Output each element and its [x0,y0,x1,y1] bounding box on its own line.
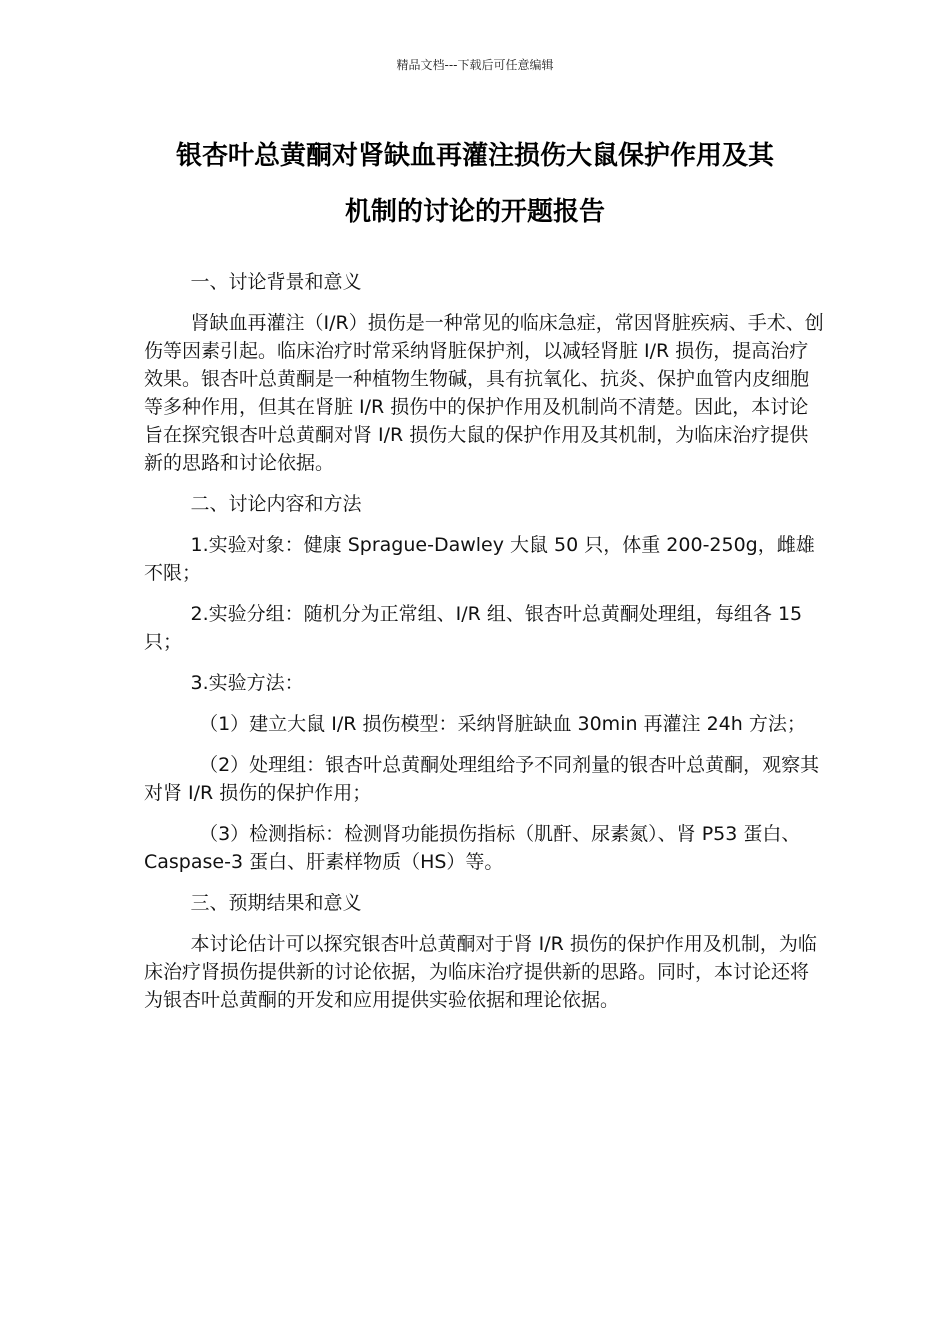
paragraph-background: 肾缺血再灌注（I/R）损伤是一种常见的临床急症，常因肾脏疾病、手术、创伤等因素引起。临床治疗时常采纳肾脏保护剂，以减轻肾脏 I/R 损伤，提高治疗效果。银杏叶总黄酮是一种植物生物碱，具有抗氧化、抗炎、保护血管内皮细胞等多种作用，但其在肾脏 I/R 损伤中的保护作用及机制尚不清楚。因此，本讨论旨在探究银杏叶总黄酮对肾 I/R 损伤大鼠的保护作用及其机制，为临床治疗提供新的思路和讨论依据。 [144,312,824,474]
list-item-methods: 3.实验方法： [190,672,304,694]
method-item-indicators: （3）检测指标：检测肾功能损伤指标（肌酐、尿素氮）、肾 P53 蛋白、Caspase-3 蛋白、肝素样物质（HS）等。 [144,823,801,873]
list-item-grouping: 2.实验分组：随机分为正常组、I/R 组、银杏叶总黄酮处理组，每组各 15 只； [144,603,803,653]
method-item-model: （1）建立大鼠 I/R 损伤模型：采纳肾脏缺血 30min 再灌注 24h 方法； [199,713,806,735]
document-title [140,128,810,240]
section-heading-background: 一、讨论背景和意义 [190,271,362,293]
document-body [144,268,824,1027]
paragraph-results: 本讨论估计可以探究银杏叶总黄酮对于肾 I/R 损伤的保护作用及机制，为临床治疗肾损伤提供新的讨论依据，为临床治疗提供新的思路。同时，本讨论还将为银杏叶总黄酮的开发和应用提供实验依据和理论依据。 [144,933,817,1011]
title-line-2: 机制的讨论的开题报告 [344,197,605,227]
section-heading-results: 三、预期结果和意义 [190,892,362,914]
section-heading-methods: 二、讨论内容和方法 [190,493,362,515]
header-note: 精品文档---下载后可任意编辑 [396,58,554,72]
list-item-subjects: 1.实验对象：健康 Sprague-Dawley 大鼠 50 只，体重 200-250g，雌雄不限； [144,534,815,584]
title-line-1: 银杏叶总黄酮对肾缺血再灌注损伤大鼠保护作用及其 [175,141,774,171]
method-item-treatment: （2）处理组：银杏叶总黄酮处理组给予不同剂量的银杏叶总黄酮，观察其对肾 I/R 损伤的保护作用； [144,754,820,804]
